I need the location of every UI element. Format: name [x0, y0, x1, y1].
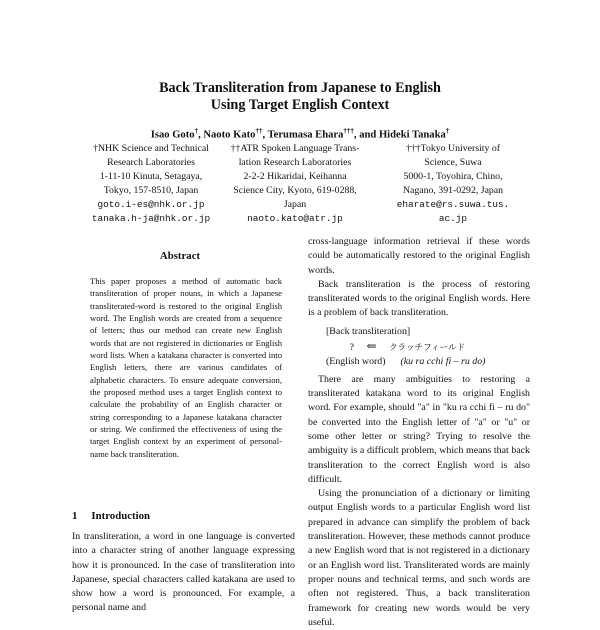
example-english: (English word): [326, 355, 386, 367]
affiliation-line: Japan: [283, 199, 307, 210]
affiliation-line: Research Laboratories: [107, 157, 195, 168]
left-arrow-icon: ⇐: [366, 338, 377, 353]
affiliation-1: [70, 142, 232, 226]
paragraph: cross-language information retrieval if these words could be automatically restored to the original English words.: [308, 236, 530, 276]
section-number: 1: [72, 510, 78, 522]
email-link[interactable]: tanaka.h-ja@nhk.or.jp: [91, 213, 211, 224]
email-link[interactable]: naoto.kato@atr.jp: [247, 213, 343, 224]
affiliation-line: Tokyo, 157-8510, Japan: [103, 185, 199, 196]
author-name: Isao Goto: [150, 129, 195, 141]
example-block: [308, 325, 530, 369]
example-katakana: クラッチフィールド: [388, 342, 466, 353]
affiliation-line: lation Research Laboratories: [238, 157, 352, 168]
affiliation-line: †††Tokyo University of: [405, 143, 500, 154]
author-sep: ,: [198, 129, 204, 141]
section-title: Introduction: [91, 510, 151, 522]
paragraph: There are many ambiguities to restoring a transliterated katakana word to its original English word. For example, should "a" in "ku ra cchi fi – ru do" be converted into the English letter of "a" or "u" or some other letter or string? Trying to resolve the ambiguity is a difficult problem, which means that back transliteration to the correct English word is also difficult.: [308, 373, 530, 485]
paper-title-line1: Back Transliteration from Japanese to English: [159, 80, 441, 96]
affiliation-line: ††ATR Spoken Language Trans-: [230, 143, 360, 154]
author-sep: ,: [262, 129, 268, 141]
example-question: ?: [349, 341, 354, 353]
author-name: Naoto Kato: [203, 129, 256, 141]
author-name: Terumasa Ehara: [267, 129, 344, 141]
example-row: [326, 355, 530, 369]
affiliation-line: Science City, Kyoto, 619-0288,: [233, 185, 357, 196]
intro-paragraph: In transliteration, a word in one language is converted into a character string of another language expressing how it is pronounced. In the case of transliteration into Japanese, special characters called katakana are used to show how a word is pronounced. For example, a personal name and: [72, 531, 295, 614]
author-name: Hideki Tanaka: [378, 129, 446, 141]
affiliation-line: 1-11-10 Kinuta, Setagaya,: [99, 171, 203, 182]
affiliation-line: Nagano, 391-0292, Japan: [402, 185, 504, 196]
example-romanization: (ku ra cchi fi – ru do): [400, 355, 486, 367]
paper-title-line2: Using Target English Context: [210, 97, 390, 113]
affiliation-line: 5000-1, Toyohira, Chino,: [403, 171, 503, 182]
author-mark: †: [445, 127, 450, 135]
affiliation-2: [212, 142, 378, 226]
affiliation-line: 2-2-2 Hikaridai, Keihanna: [243, 171, 347, 182]
abstract-body: This paper proposes a method of automatic back transliteration of proper nouns, in which a Japanese transliterated-word is restored to the original English word. The English words are created from a sequence of letters; thus our method can create new English words that are not registered in dictionaries or English word lists. When a katakana character is converted into English letters, there are various candidates of alphabetic characters. To ensure adequate conversion, the proposed method uses a target English context to calculate the probability of an English character or string corresponding to a Japanese katakana character or string. We confirmed the effectiveness of using the target English context by an experiment of personal-name back transliteration.: [90, 276, 282, 459]
example-label: [Back transliteration]: [326, 325, 411, 337]
email-link[interactable]: eharate@rs.suwa.tus.: [396, 199, 510, 210]
example-row: [326, 339, 530, 355]
paragraph: Using the pronunciation of a dictionary or limiting output English words to a particular English word list prepared in advance can simplify the problem of back transliteration. However, these methods cannot produce a new English word that is not registered in a dictionary or an English word list. Transliterated words are mainly proper nouns and technical terms, and such words are often not registered. Thus, a back transliteration framework for creating new words would be very useful.: [308, 488, 530, 628]
author-sep: , and: [353, 129, 379, 141]
author-mark: †: [194, 127, 199, 135]
affiliation-line: †NHK Science and Technical: [93, 143, 209, 154]
paragraph: Back transliteration is the process of restoring transliterated words to the original English words. Here is a problem of back transliteration.: [308, 278, 530, 319]
author-mark: ††: [255, 127, 263, 135]
abstract-heading: Abstract: [159, 250, 201, 262]
email-link[interactable]: goto.i-es@nhk.or.jp: [97, 199, 205, 210]
author-mark: †††: [343, 127, 354, 135]
affiliation-3: [376, 142, 530, 226]
right-column: [308, 235, 530, 630]
section-heading: [72, 510, 150, 522]
email-link[interactable]: ac.jp: [438, 213, 468, 224]
affiliation-line: Science, Suwa: [424, 157, 482, 168]
author-line: [0, 127, 600, 141]
